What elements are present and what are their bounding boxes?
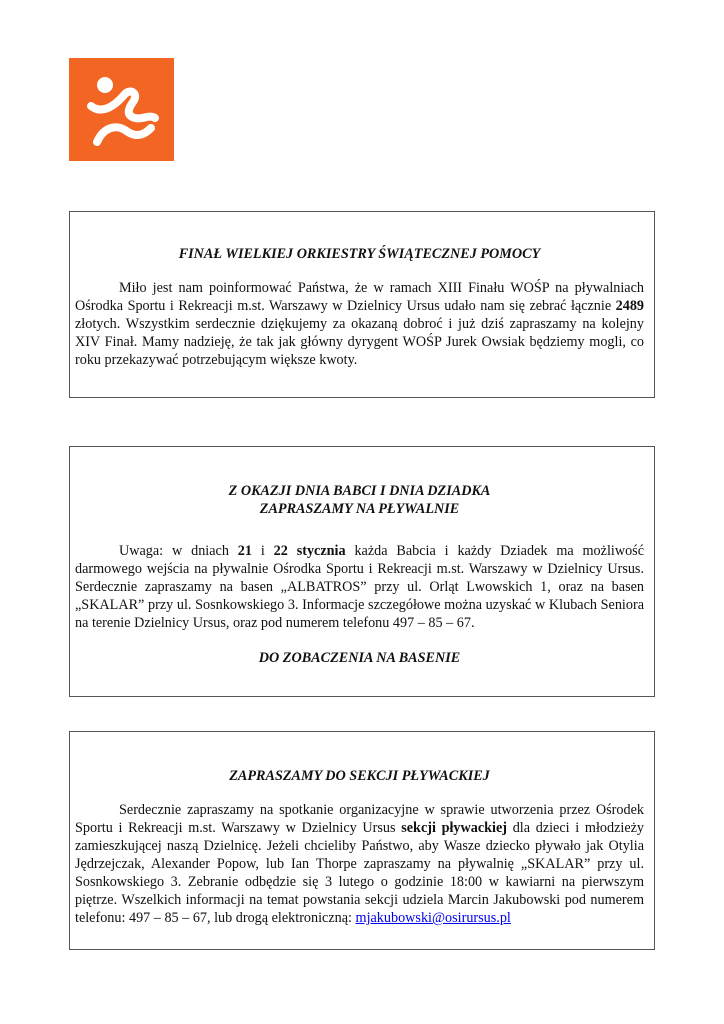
paragraph-text: i bbox=[251, 543, 274, 559]
wosp-final-title: FINAŁ WIELKIEJ ORKIESTRY ŚWIĄTECZNEJ POMOCY bbox=[178, 246, 541, 262]
paragraph-text: Serdecznie zapraszamy na spotkanie organizacyjne w sprawie utworzenia przez Ośrodek Sportu i Rekreacji m.st. Warszawy w Dzielnicy Ursus bbox=[75, 802, 644, 836]
swimming-section-title: ZAPRASZAMY DO SEKCJI PŁYWACKIEJ bbox=[229, 768, 490, 784]
wosp-logo bbox=[69, 58, 174, 161]
swimming-section-paragraph bbox=[75, 801, 644, 927]
swimming-section-notice bbox=[69, 731, 655, 950]
paragraph-text: każda Babcia i każdy Dziadek ma możliwość darmowego wejścia na pływalnie Ośrodka Sportu i Rekreacji m.st. Warszawy w Dzielnicy Ursus. Serdecznie zapraszamy na basen „ALBATROS” przy ul. Orląt Lwowskich 1, oraz na basen „SKALAR” przy ul. Sosnkowskiego 3. Informacje szczegółowe można uzyskać w Klubach Seniora na terenie Dzielnicy Ursus, oraz pod numerem telefonu 497 – 85 – 67. bbox=[75, 543, 644, 631]
paragraph-text: Uwaga: w dniach bbox=[119, 543, 238, 559]
grandparents-closing: DO ZOBACZENIA NA BASENIE bbox=[258, 650, 461, 666]
swimming-section-emphasis: sekcji pływackiej bbox=[401, 820, 508, 836]
wosp-running-figure-icon bbox=[69, 58, 174, 161]
email-link[interactable]: mjakubowski@osirursus.pl bbox=[355, 910, 511, 926]
wosp-final-paragraph bbox=[75, 279, 644, 369]
date-day-month: 22 stycznia bbox=[273, 543, 346, 559]
wosp-final-notice bbox=[69, 211, 655, 398]
grandparents-day-notice bbox=[69, 446, 655, 697]
collected-amount: 2489 bbox=[615, 298, 644, 314]
grandparents-title-line1: Z OKAZJI DNIA BABCI I DNIA DZIADKA bbox=[228, 483, 491, 499]
paragraph-text: złotych. Wszystkim serdecznie dziękujemy za okazaną dobroć i już dziś zapraszamy na kolejny XIV Finał. Mamy nadzieję, że tak jak główny dyrygent WOŚP Jurek Owsiak będziemy mogli, co roku przekazywać potrzebującym większe kwoty. bbox=[75, 316, 644, 368]
grandparents-paragraph bbox=[75, 542, 644, 632]
date-day: 21 bbox=[237, 543, 252, 559]
paragraph-text: dla dzieci i młodzieży zamieszkującej naszą Dzielnicę. Jeżeli chcieliby Państwo, aby Wasze dziecko pływało jak Otylia Jędrzejczak, Alexander Popow, lub Ian Thorpe zapraszamy na pływalnię „SKALAR” przy ul. Sosnkowskiego 3. Zebranie odbędzie się 3 lutego o godzinie 18:00 w kawiarni na pierwszym piętrze. Wszelkich informacji na temat powstania sekcji udziela Marcin Jakubowski pod numerem telefonu: 497 – 85 – 67, lub drogą elektroniczną: bbox=[75, 820, 645, 926]
grandparents-title-line2: ZAPRASZAMY NA PŁYWALNIE bbox=[259, 501, 460, 517]
paragraph-text: Miło jest nam poinformować Państwa, że w ramach XIII Finału WOŚP na pływalniach Ośrodka Sportu i Rekreacji m.st. Warszawy w Dzielnicy Ursus udało nam się zebrać łącznie bbox=[75, 280, 644, 314]
